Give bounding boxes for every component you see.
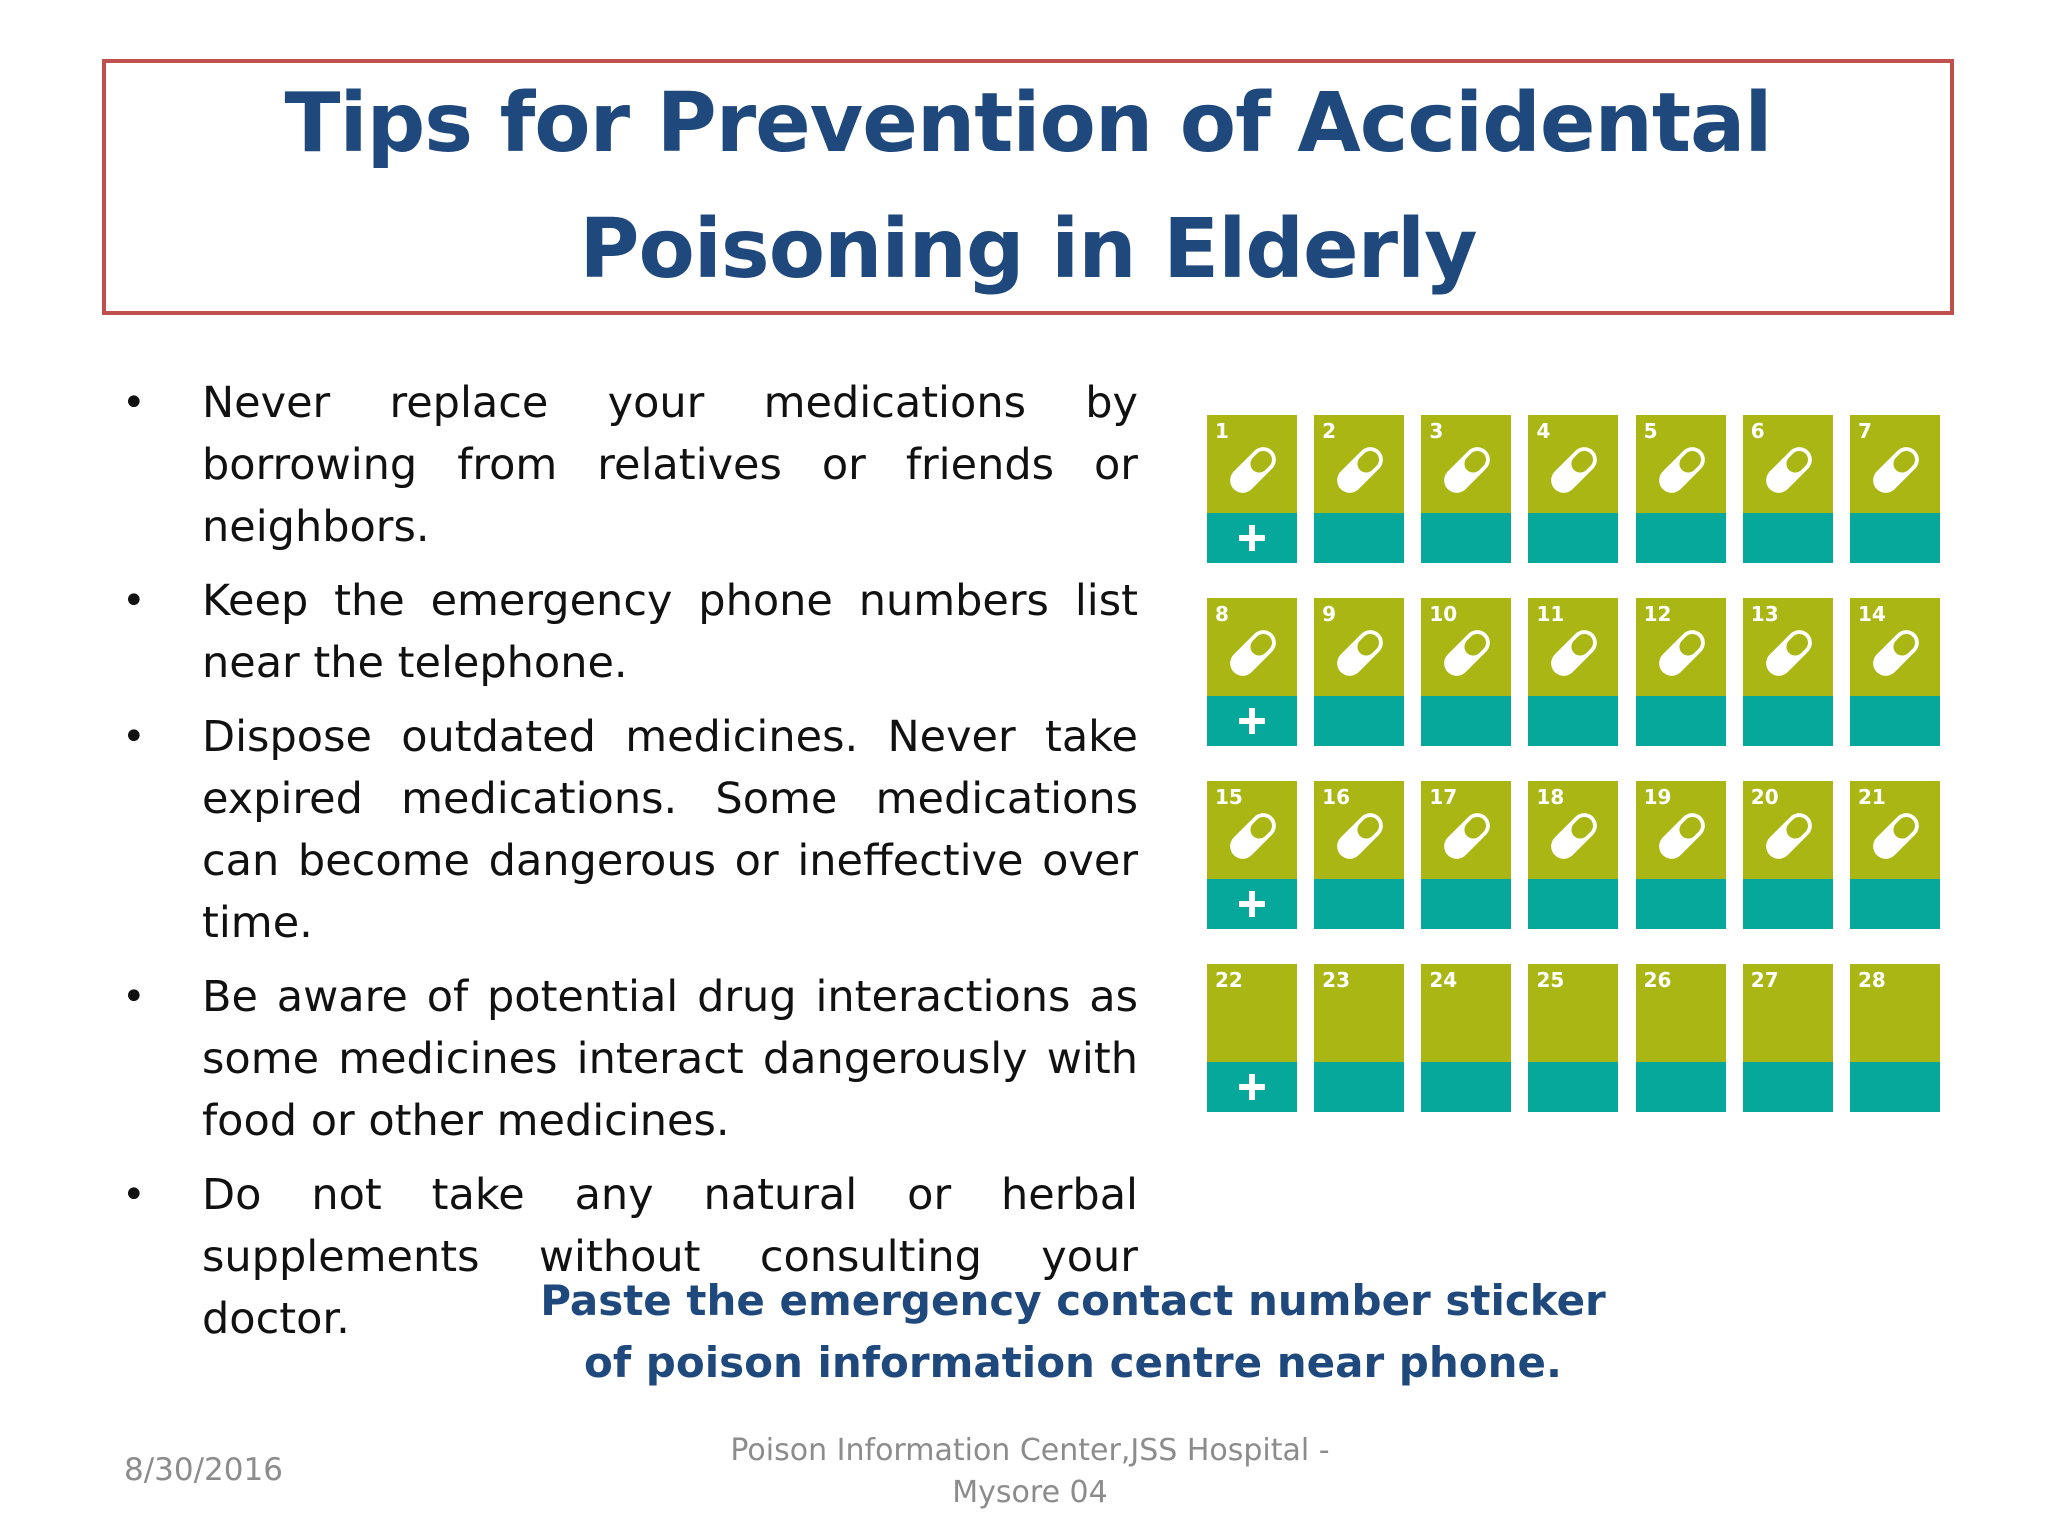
- day-cell-bottom: [1743, 879, 1833, 929]
- plus-icon: [1237, 523, 1267, 553]
- tip-text: Dispose outdated medicines. Never take expired medications. Some medications can become dangerous or ineffective over time.: [202, 712, 1138, 948]
- day-number: 16: [1322, 785, 1350, 809]
- day-number: 26: [1643, 968, 1672, 992]
- calendar-day-cell: [1314, 598, 1404, 746]
- calendar-day-cell: [1528, 781, 1618, 929]
- day-cell-top: [1743, 415, 1833, 513]
- day-cell-top: [1207, 415, 1297, 513]
- note-line-2: of poison information centre near phone.: [584, 1338, 1562, 1387]
- day-number: 9: [1322, 602, 1337, 626]
- pill-icon: [1651, 622, 1713, 684]
- tip-text: Keep the emergency phone numbers list near the telephone.: [202, 576, 1138, 688]
- calendar-day-cell: [1421, 964, 1511, 1112]
- tip-item: [118, 570, 1138, 694]
- day-cell-top: [1743, 598, 1833, 696]
- footer-source-line-2: Mysore 04: [952, 1475, 1108, 1510]
- day-number: 21: [1857, 785, 1886, 809]
- calendar-day-cell: [1314, 415, 1404, 563]
- bullet: •: [122, 974, 146, 1020]
- pill-icon: [1758, 622, 1820, 684]
- bullet: •: [122, 578, 146, 624]
- calendar-day-cell: [1636, 781, 1726, 929]
- day-cell-top: [1314, 781, 1404, 879]
- pill-icon: [1543, 622, 1605, 684]
- footer-date: 8/30/2016: [124, 1452, 283, 1488]
- calendar-day-cell: [1207, 598, 1297, 746]
- calendar-day-cell: [1743, 964, 1833, 1112]
- pill-icon: [1543, 805, 1605, 867]
- day-cell-bottom: [1421, 513, 1511, 563]
- day-cell-top: [1421, 781, 1511, 879]
- calendar-day-cell: [1314, 781, 1404, 929]
- calendar-week-row: [1207, 415, 1940, 563]
- calendar-day-cell: [1528, 964, 1618, 1112]
- day-cell-bottom: [1743, 513, 1833, 563]
- pill-icon: [1436, 622, 1498, 684]
- day-number: 4: [1536, 419, 1551, 443]
- day-cell-top: [1314, 598, 1404, 696]
- day-cell-top: [1850, 781, 1940, 879]
- day-cell-bottom: [1636, 513, 1726, 563]
- day-cell-bottom: [1743, 1062, 1833, 1112]
- pill-icon: [1865, 622, 1927, 684]
- bullet: •: [122, 1172, 146, 1218]
- day-number: 27: [1750, 968, 1779, 992]
- day-number: 17: [1429, 785, 1458, 809]
- note-line-1: Paste the emergency contact number sticker: [540, 1276, 1606, 1325]
- plus-icon: [1237, 889, 1267, 919]
- title-line-1: Tips for Prevention of Accidental: [284, 76, 1772, 171]
- day-cell-top: [1636, 415, 1726, 513]
- day-cell-bottom: [1850, 513, 1940, 563]
- day-cell-top: [1636, 781, 1726, 879]
- tip-text: Never replace your medications by borrowing from relatives or friends or neighbors.: [202, 378, 1138, 552]
- day-cell-top: [1207, 781, 1297, 879]
- day-number: 3: [1429, 419, 1444, 443]
- day-cell-top: [1207, 964, 1297, 1062]
- day-cell-bottom: [1314, 879, 1404, 929]
- day-number: 15: [1215, 785, 1243, 809]
- footer-source-line-1: Poison Information Center,JSS Hospital -: [730, 1433, 1330, 1468]
- day-cell-bottom: [1421, 696, 1511, 746]
- calendar-day-cell: [1850, 781, 1940, 929]
- day-number: 28: [1857, 968, 1886, 992]
- title-box: [102, 59, 1954, 315]
- calendar-day-cell: [1636, 598, 1726, 746]
- day-cell-top: [1850, 415, 1940, 513]
- pill-icon: [1436, 439, 1498, 501]
- day-cell-bottom: [1314, 1062, 1404, 1112]
- pill-icon: [1222, 622, 1284, 684]
- day-cell-top: [1528, 415, 1618, 513]
- title-line-2: Poisoning in Elderly: [579, 202, 1477, 297]
- day-number: 7: [1857, 419, 1872, 443]
- day-number: 22: [1215, 968, 1243, 992]
- calendar-week-row: [1207, 964, 1940, 1112]
- day-cell-bottom: [1314, 696, 1404, 746]
- day-cell-top: [1850, 964, 1940, 1062]
- pill-icon: [1329, 805, 1391, 867]
- day-cell-top: [1636, 598, 1726, 696]
- calendar-day-cell: [1314, 964, 1404, 1112]
- day-number: 12: [1643, 602, 1672, 626]
- calendar-day-cell: [1743, 781, 1833, 929]
- day-number: 6: [1750, 419, 1765, 443]
- day-cell-bottom: [1528, 879, 1618, 929]
- day-number: 11: [1536, 602, 1565, 626]
- day-cell-bottom: [1636, 696, 1726, 746]
- day-cell-top: [1528, 964, 1618, 1062]
- day-number: 10: [1429, 602, 1458, 626]
- day-number: 14: [1857, 602, 1886, 626]
- day-cell-bottom: [1207, 1062, 1297, 1112]
- calendar-day-cell: [1207, 781, 1297, 929]
- calendar-day-cell: [1743, 598, 1833, 746]
- pill-icon: [1222, 439, 1284, 501]
- day-cell-bottom: [1421, 879, 1511, 929]
- day-cell-bottom: [1850, 879, 1940, 929]
- tip-item: [118, 966, 1138, 1152]
- pill-calendar-graphic: [1207, 415, 1940, 1147]
- bullet: •: [122, 714, 146, 760]
- calendar-day-cell: [1636, 964, 1726, 1112]
- pill-icon: [1329, 439, 1391, 501]
- tips-list: [118, 372, 1138, 1362]
- day-number: 20: [1750, 785, 1779, 809]
- day-number: 8: [1215, 602, 1229, 626]
- tip-item: [118, 372, 1138, 558]
- pill-icon: [1758, 439, 1820, 501]
- pill-icon: [1865, 439, 1927, 501]
- day-number: 1: [1215, 419, 1229, 443]
- pill-icon: [1651, 805, 1713, 867]
- calendar-day-cell: [1421, 598, 1511, 746]
- calendar-week-row: [1207, 781, 1940, 929]
- day-cell-top: [1850, 598, 1940, 696]
- day-cell-bottom: [1528, 1062, 1618, 1112]
- day-cell-top: [1421, 964, 1511, 1062]
- day-cell-top: [1314, 964, 1404, 1062]
- day-number: 2: [1322, 419, 1337, 443]
- day-number: 24: [1429, 968, 1458, 992]
- day-cell-bottom: [1421, 1062, 1511, 1112]
- day-cell-top: [1743, 964, 1833, 1062]
- pill-icon: [1865, 805, 1927, 867]
- calendar-day-cell: [1743, 415, 1833, 563]
- day-cell-bottom: [1314, 513, 1404, 563]
- day-cell-top: [1421, 415, 1511, 513]
- sticker-note: [470, 1270, 1676, 1394]
- day-cell-top: [1314, 415, 1404, 513]
- calendar-day-cell: [1207, 415, 1297, 563]
- day-number: 5: [1643, 419, 1658, 443]
- day-number: 23: [1322, 968, 1350, 992]
- day-cell-bottom: [1850, 1062, 1940, 1112]
- day-cell-bottom: [1207, 879, 1297, 929]
- day-cell-bottom: [1850, 696, 1940, 746]
- day-cell-bottom: [1743, 696, 1833, 746]
- tip-text: Be aware of potential drug interactions as some medicines interact dangerously with food or other medicines.: [202, 972, 1138, 1146]
- calendar-day-cell: [1421, 781, 1511, 929]
- calendar-day-cell: [1636, 415, 1726, 563]
- tip-text: Do not take any natural or herbal supplements without consulting your doctor.: [202, 1170, 1138, 1344]
- day-cell-top: [1528, 781, 1618, 879]
- day-number: 13: [1750, 602, 1779, 626]
- day-number: 25: [1536, 968, 1565, 992]
- day-cell-bottom: [1528, 513, 1618, 563]
- plus-icon: [1237, 1072, 1267, 1102]
- calendar-day-cell: [1850, 415, 1940, 563]
- pill-icon: [1436, 805, 1498, 867]
- slide-title: [285, 61, 1772, 313]
- pill-icon: [1329, 622, 1391, 684]
- day-cell-top: [1636, 964, 1726, 1062]
- day-number: 19: [1643, 785, 1672, 809]
- calendar-week-row: [1207, 598, 1940, 746]
- day-cell-top: [1421, 598, 1511, 696]
- plus-icon: [1237, 706, 1267, 736]
- day-number: 18: [1536, 785, 1565, 809]
- pill-icon: [1651, 439, 1713, 501]
- calendar-day-cell: [1207, 964, 1297, 1112]
- day-cell-bottom: [1636, 1062, 1726, 1112]
- day-cell-top: [1207, 598, 1297, 696]
- calendar-day-cell: [1421, 415, 1511, 563]
- calendar-day-cell: [1850, 598, 1940, 746]
- calendar-day-cell: [1528, 598, 1618, 746]
- day-cell-bottom: [1528, 696, 1618, 746]
- pill-icon: [1758, 805, 1820, 867]
- day-cell-top: [1528, 598, 1618, 696]
- day-cell-bottom: [1207, 513, 1297, 563]
- pill-icon: [1543, 439, 1605, 501]
- footer-source: [730, 1430, 1330, 1514]
- day-cell-top: [1743, 781, 1833, 879]
- day-cell-bottom: [1207, 696, 1297, 746]
- calendar-day-cell: [1528, 415, 1618, 563]
- day-cell-bottom: [1636, 879, 1726, 929]
- pill-icon: [1222, 805, 1284, 867]
- bullet: •: [122, 380, 146, 426]
- calendar-day-cell: [1850, 964, 1940, 1112]
- tip-item: [118, 706, 1138, 954]
